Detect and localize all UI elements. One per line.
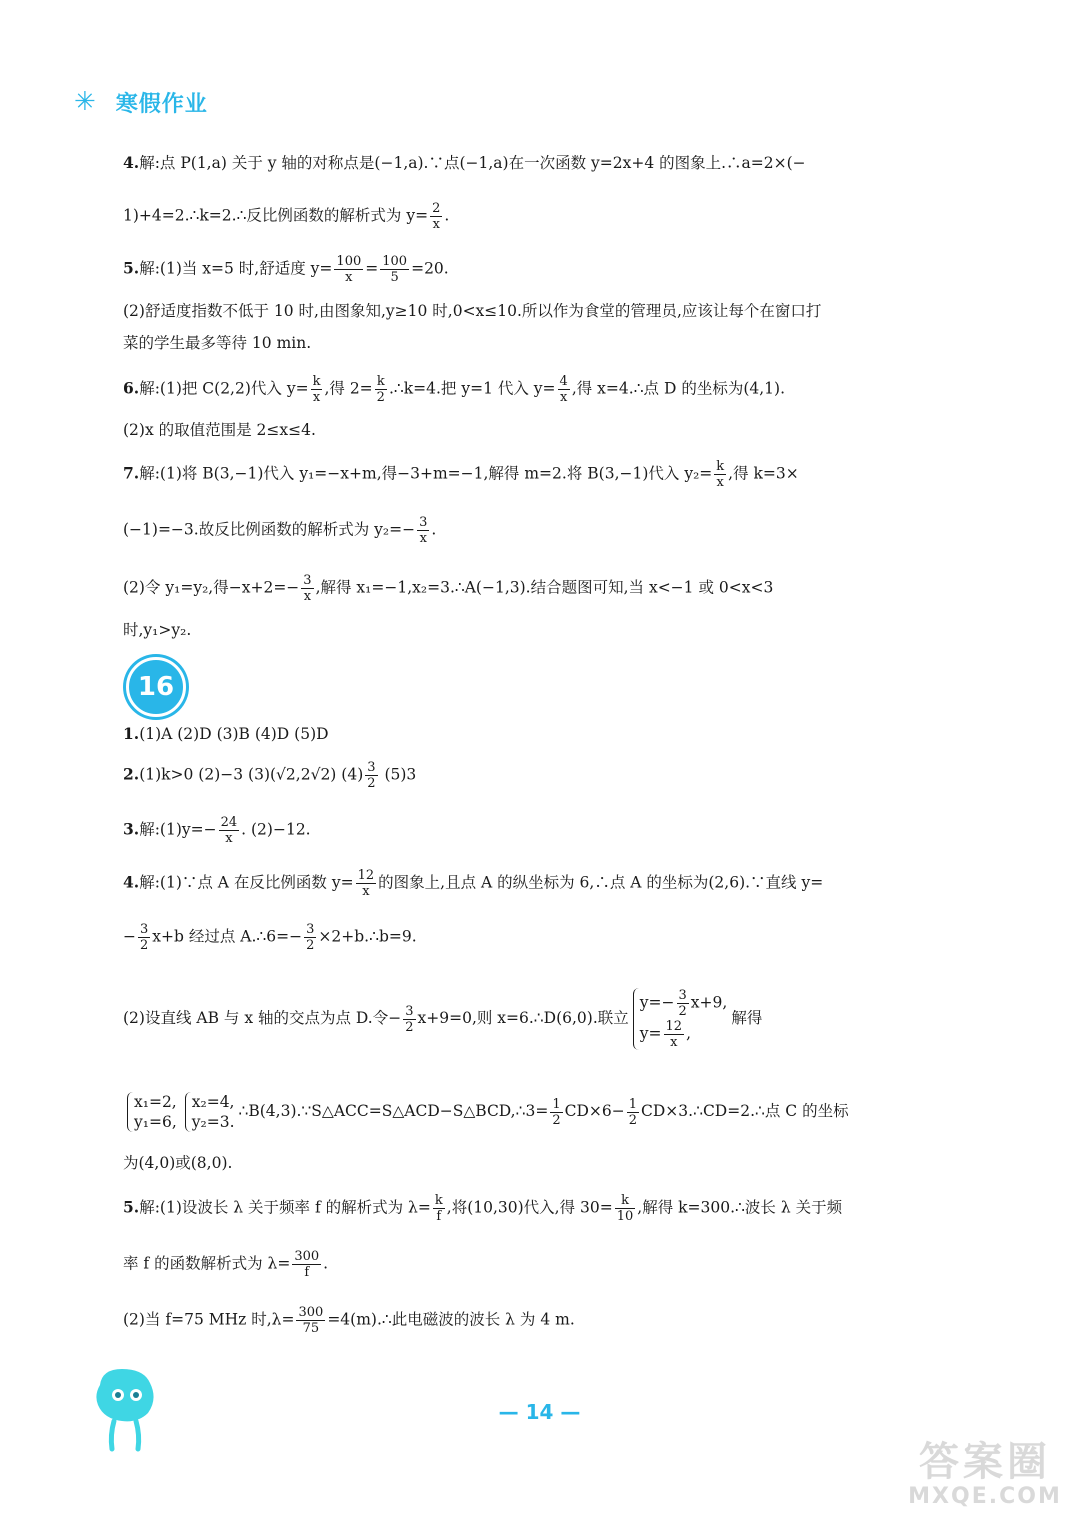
answer-6-line-1: 6.解:(1)把 C(2,2)代入 y= $\frac{k}{x}$ ,得 2= $\frac{k}{2}$ .∴k=4.把 y=1 代入 y= $\frac{4}{x}$ ,得 x=4.∴点 D 的坐标为(4,1). (123, 374, 786, 405)
answer-5-line-1: 5.解:(1)当 x=5 时,舒适度 y= $\frac{100}{x}$ = $\frac{100}{5}$ =20. (123, 254, 449, 285)
answer-16-2: 2.(1)k>0 (2)−3 (3)(√2,2√2) (4) $\frac{3}{2}$ (5)3 (123, 760, 417, 791)
page-header (74, 86, 208, 118)
answer-16-5-line-2: 率 f 的函数解析式为 λ= $\frac{300}{f}$ . (123, 1249, 329, 1280)
answer-4-line-1: 4.解:点 P(1,a) 关于 y 轴的对称点是(−1,a).∵点(−1,a)在一次函数 y=2x+4 的图象上.∴a=2×(− (123, 153, 806, 172)
watermark: 答案圈 MXQE.COM (908, 1439, 1062, 1509)
header-title: 寒假作业 (115, 91, 208, 117)
answer-7-line-2: (−1)=−3.故反比例函数的解析式为 y₂=− $\frac{3}{x}$ . (123, 515, 437, 546)
answer-16-1: 1.(1)A (2)D (3)B (4)D (5)D (123, 724, 329, 743)
answer-16-5-line-3: (2)当 f=75 MHz 时,λ= $\frac{300}{75}$ =4(m).∴此电磁波的波长 λ 为 4 m. (123, 1305, 575, 1336)
answer-4-line-2: 1)+4=2.∴k=2.∴反比例函数的解析式为 y= $\frac{2}{x}$ . (123, 201, 450, 232)
answer-6-line-2: (2)x 的取值范围是 2≤x≤4. (123, 421, 316, 439)
answer-16-4-line-5: 为(4,0)或(8,0). (123, 1154, 233, 1172)
answer-16-5-line-1: 5.解:(1)设波长 λ 关于频率 f 的解析式为 λ= $\frac{k}{f}$ ,将(10,30)代入,得 30= $\frac{k}{10}$ ,解得 k=300.∴波长 λ 关于频 (123, 1193, 843, 1224)
answer-5-line-3: 菜的学生最多等待 10 min. (123, 334, 312, 352)
answer-16-4-line-4: x₁=2, y₁=6, x₂=4, y₂=3. ∴B(4,3).∵S△ACC=S△ACD−S△BCD,∴3= $\frac{1}{2}$ CD×6− $\frac{1}{2}$ CD×3.∴CD=2.∴点 C 的坐标 (123, 1092, 941, 1132)
answer-7-line-3: (2)令 y₁=y₂,得−x+2=− $\frac{3}{x}$ ,解得 x₁=−1,x₂=3.∴A(−1,3).结合题图可知,当 x<−1 或 0<x<3 (123, 573, 774, 604)
answer-5-line-2: (2)舒适度指数不低于 10 时,由图象知,y≥10 时,0<x≤10.所以作为食堂的管理员,应该让每个在窗口打 (123, 302, 822, 320)
snowflake-icon: ✳ (74, 87, 96, 117)
page-number: — 14 — (498, 1400, 581, 1424)
answer-7-line-4: 时,y₁>y₂. (123, 621, 192, 639)
answer-16-4-line-2: − $\frac{3}{2}$ x+b 经过点 A.∴6=− $\frac{3}{2}$ ×2+b.∴b=9. (123, 922, 417, 953)
answer-16-4-line-3: (2)设直线 AB 与 x 轴的交点为点 D.令− $\frac{3}{2}$ x+9=0,则 x=6.∴D(6,0).联立 y=− $\frac{3}{2}$ x+9, y= $\frac{12}{x}$ , 解得 (123, 988, 763, 1050)
answer-16-3: 3.解:(1)y=− $\frac{24}{x}$ . (2)−12. (123, 815, 311, 846)
section-badge: 16 (126, 657, 186, 717)
answer-16-4-line-1: 4.解:(1)∵点 A 在反比例函数 y= $\frac{12}{x}$ 的图象上,且点 A 的纵坐标为 6,∴点 A 的坐标为(2,6).∵直线 y= (123, 868, 824, 899)
answer-7-line-1: 7.解:(1)将 B(3,−1)代入 y₁=−x+m,得−3+m=−1,解得 m=2.将 B(3,−1)代入 y₂= $\frac{k}{x}$ ,得 k=3× (123, 459, 799, 490)
